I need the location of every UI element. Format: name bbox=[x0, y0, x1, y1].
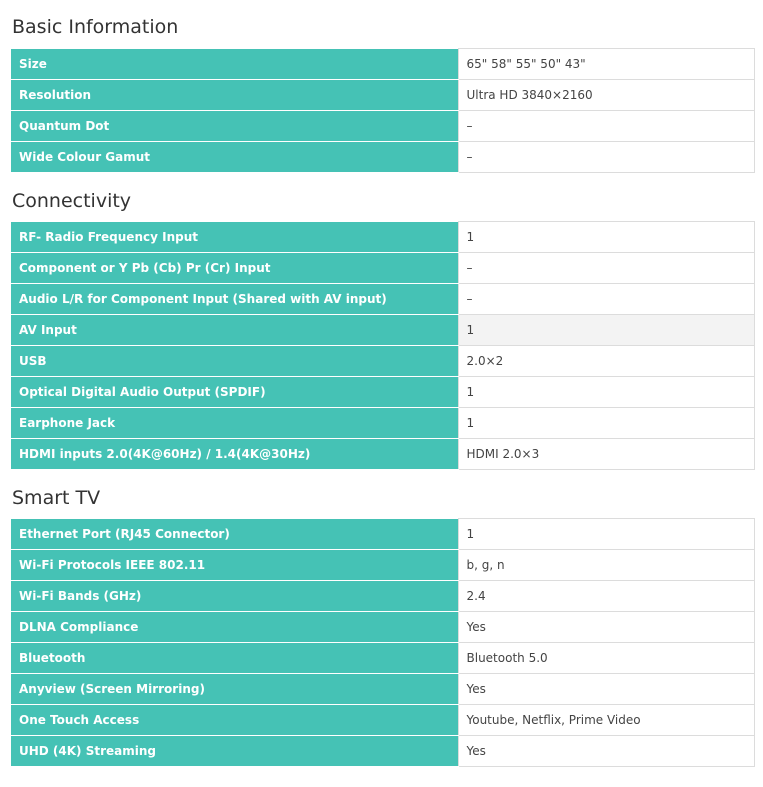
spec-table-basic-information bbox=[11, 48, 755, 173]
spec-label: HDMI inputs 2.0(4K@60Hz) / 1.4(4K@30Hz) bbox=[11, 439, 458, 470]
spec-value: Yes bbox=[458, 674, 755, 705]
spec-value: Ultra HD 3840×2160 bbox=[458, 80, 755, 111]
section-title-smart-tv: Smart TV bbox=[12, 487, 101, 509]
section-title-basic-information: Basic Information bbox=[12, 16, 179, 38]
spec-value: 2.0×2 bbox=[458, 346, 755, 377]
spec-label: Wi-Fi Bands (GHz) bbox=[11, 581, 458, 612]
spec-table-connectivity bbox=[11, 221, 755, 470]
spec-label: One Touch Access bbox=[11, 705, 458, 736]
table-row bbox=[11, 612, 755, 643]
spec-label: RF- Radio Frequency Input bbox=[11, 222, 458, 253]
table-row bbox=[11, 519, 755, 550]
spec-value: – bbox=[458, 142, 755, 173]
section-title-connectivity: Connectivity bbox=[12, 190, 132, 212]
spec-value: – bbox=[458, 111, 755, 142]
table-row bbox=[11, 674, 755, 705]
spec-value: b, g, n bbox=[458, 550, 755, 581]
spec-value: Yes bbox=[458, 612, 755, 643]
spec-value: – bbox=[458, 253, 755, 284]
spec-label: Wide Colour Gamut bbox=[11, 142, 458, 173]
spec-value: 1 bbox=[458, 222, 755, 253]
table-row bbox=[11, 315, 755, 346]
spec-value: Yes bbox=[458, 736, 755, 767]
table-row bbox=[11, 643, 755, 674]
table-row bbox=[11, 705, 755, 736]
table-row bbox=[11, 581, 755, 612]
spec-value: Bluetooth 5.0 bbox=[458, 643, 755, 674]
table-row bbox=[11, 253, 755, 284]
spec-label: Bluetooth bbox=[11, 643, 458, 674]
spec-value: Youtube, Netflix, Prime Video bbox=[458, 705, 755, 736]
spec-value: 1 bbox=[458, 377, 755, 408]
table-row bbox=[11, 222, 755, 253]
spec-value: 2.4 bbox=[458, 581, 755, 612]
spec-label: Audio L/R for Component Input (Shared with AV input) bbox=[11, 284, 458, 315]
table-row bbox=[11, 439, 755, 470]
table-row bbox=[11, 736, 755, 767]
spec-label: Quantum Dot bbox=[11, 111, 458, 142]
spec-label: Component or Y Pb (Cb) Pr (Cr) Input bbox=[11, 253, 458, 284]
spec-table-smart-tv bbox=[11, 518, 755, 767]
spec-value: 1 bbox=[458, 519, 755, 550]
spec-value: 1 bbox=[458, 408, 755, 439]
table-row bbox=[11, 408, 755, 439]
table-row bbox=[11, 80, 755, 111]
spec-label: Size bbox=[11, 49, 458, 80]
table-row bbox=[11, 346, 755, 377]
spec-label: Ethernet Port (RJ45 Connector) bbox=[11, 519, 458, 550]
spec-label: UHD (4K) Streaming bbox=[11, 736, 458, 767]
spec-value: 65" 58" 55" 50" 43" bbox=[458, 49, 755, 80]
spec-label: USB bbox=[11, 346, 458, 377]
table-row bbox=[11, 377, 755, 408]
table-row bbox=[11, 111, 755, 142]
table-row bbox=[11, 142, 755, 173]
spec-label: Earphone Jack bbox=[11, 408, 458, 439]
spec-value: 1 bbox=[458, 315, 755, 346]
spec-label: Resolution bbox=[11, 80, 458, 111]
spec-label: Wi-Fi Protocols IEEE 802.11 bbox=[11, 550, 458, 581]
spec-label: Anyview (Screen Mirroring) bbox=[11, 674, 458, 705]
spec-label: Optical Digital Audio Output (SPDIF) bbox=[11, 377, 458, 408]
spec-value: HDMI 2.0×3 bbox=[458, 439, 755, 470]
table-row bbox=[11, 284, 755, 315]
spec-value: – bbox=[458, 284, 755, 315]
table-row bbox=[11, 49, 755, 80]
table-row bbox=[11, 550, 755, 581]
spec-label: AV Input bbox=[11, 315, 458, 346]
spec-label: DLNA Compliance bbox=[11, 612, 458, 643]
